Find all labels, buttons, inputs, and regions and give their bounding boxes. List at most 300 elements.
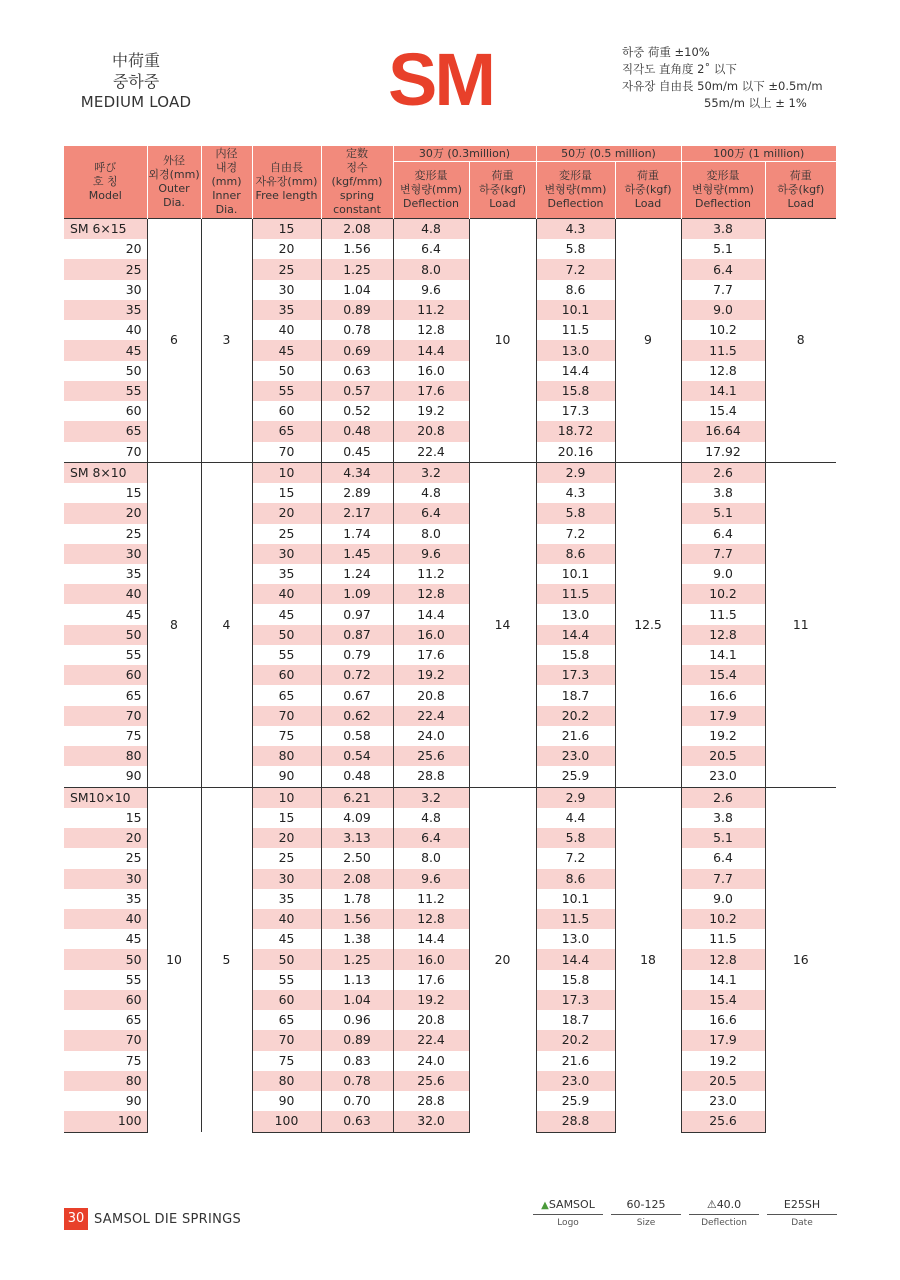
deflection-03m-cell: 14.4: [393, 340, 469, 360]
deflection-03m-cell: 9.6: [393, 869, 469, 889]
free-length-cell: 25: [252, 259, 321, 279]
free-length-cell: 20: [252, 239, 321, 259]
model-cell: 90: [64, 766, 147, 787]
model-cell: 70: [64, 706, 147, 726]
spring-constant-cell: 2.89: [321, 483, 393, 503]
model-cell: 45: [64, 604, 147, 624]
deflection-05m-cell: 4.4: [536, 808, 615, 828]
deflection-1m-cell: 6.4: [681, 524, 765, 544]
deflection-1m-cell: 10.2: [681, 584, 765, 604]
deflection-05m-cell: 4.3: [536, 219, 615, 240]
spring-constant-cell: 0.89: [321, 300, 393, 320]
model-cell: 25: [64, 524, 147, 544]
deflection-05m-cell: 11.5: [536, 584, 615, 604]
deflection-03m-cell: 11.2: [393, 300, 469, 320]
deflection-1m-cell: 6.4: [681, 259, 765, 279]
deflection-03m-cell: 17.6: [393, 970, 469, 990]
free-length-cell: 100: [252, 1111, 321, 1132]
free-length-cell: 65: [252, 421, 321, 441]
free-length-cell: 75: [252, 726, 321, 746]
spring-constant-cell: 0.78: [321, 320, 393, 340]
spring-constant-cell: 0.69: [321, 340, 393, 360]
deflection-05m-cell: 20.2: [536, 1030, 615, 1050]
deflection-03m-cell: 6.4: [393, 239, 469, 259]
deflection-05m-cell: 14.4: [536, 949, 615, 969]
deflection-03m-cell: 22.4: [393, 1030, 469, 1050]
deflection-05m-cell: 11.5: [536, 909, 615, 929]
deflection-05m-cell: 14.4: [536, 625, 615, 645]
spring-constant-cell: 0.48: [321, 421, 393, 441]
deflection-03m-cell: 8.0: [393, 259, 469, 279]
model-cell: 60: [64, 401, 147, 421]
header-load: 荷重 하중(kgf) Load: [469, 162, 536, 219]
deflection-03m-cell: 32.0: [393, 1111, 469, 1132]
deflection-05m-cell: 18.7: [536, 685, 615, 705]
spring-constant-cell: 1.78: [321, 889, 393, 909]
model-cell: SM 6×15: [64, 219, 147, 240]
deflection-1m-cell: 14.1: [681, 645, 765, 665]
deflection-05m-cell: 18.72: [536, 421, 615, 441]
model-cell: SM10×10: [64, 787, 147, 808]
deflection-05m-cell: 14.4: [536, 361, 615, 381]
deflection-1m-cell: 11.5: [681, 340, 765, 360]
spring-constant-cell: 0.62: [321, 706, 393, 726]
marking-legend: [533, 1196, 845, 1228]
model-cell: 20: [64, 828, 147, 848]
legend-deflection: ⚠40.0 Deflection: [689, 1196, 759, 1228]
free-length-cell: 90: [252, 1091, 321, 1111]
spring-constant-cell: 4.09: [321, 808, 393, 828]
model-cell: 80: [64, 1071, 147, 1091]
spring-constant-cell: 1.13: [321, 970, 393, 990]
load-class-cn: 中荷重: [111, 51, 160, 70]
model-cell: 50: [64, 361, 147, 381]
header-inner-dia: 内径 내경(mm) Inner Dia.: [201, 146, 252, 219]
model-cell: 40: [64, 584, 147, 604]
deflection-1m-cell: 6.4: [681, 848, 765, 868]
deflection-05m-cell: 10.1: [536, 300, 615, 320]
free-length-cell: 10: [252, 787, 321, 808]
deflection-05m-cell: 21.6: [536, 726, 615, 746]
deflection-03m-cell: 16.0: [393, 949, 469, 969]
spring-constant-cell: 0.97: [321, 604, 393, 624]
spring-constant-cell: 0.54: [321, 746, 393, 766]
spring-constant-cell: 0.83: [321, 1051, 393, 1071]
header-group-03m: 30万 (0.3million): [393, 146, 536, 162]
spring-constant-cell: 0.70: [321, 1091, 393, 1111]
model-cell: 75: [64, 1051, 147, 1071]
free-length-cell: 70: [252, 706, 321, 726]
deflection-1m-cell: 9.0: [681, 300, 765, 320]
spring-constant-cell: 1.09: [321, 584, 393, 604]
model-cell: 15: [64, 483, 147, 503]
deflection-1m-cell: 7.7: [681, 869, 765, 889]
free-length-cell: 35: [252, 564, 321, 584]
spring-constant-cell: 0.57: [321, 381, 393, 401]
free-length-cell: 45: [252, 340, 321, 360]
header-free-length: 自由長 자유장(mm) Free length: [252, 146, 321, 219]
free-length-cell: 40: [252, 320, 321, 340]
model-cell: 90: [64, 1091, 147, 1111]
load-class-title: [66, 50, 206, 113]
samsol-logo-icon: ▲: [541, 1200, 549, 1211]
deflection-05m-cell: 13.0: [536, 604, 615, 624]
deflection-05m-cell: 15.8: [536, 645, 615, 665]
inner-dia-cell: 3: [201, 219, 252, 463]
deflection-05m-cell: 7.2: [536, 259, 615, 279]
load-05m-cell: 9: [615, 219, 681, 463]
free-length-cell: 45: [252, 929, 321, 949]
deflection-1m-cell: 2.6: [681, 787, 765, 808]
free-length-cell: 60: [252, 401, 321, 421]
spring-constant-cell: 1.74: [321, 524, 393, 544]
free-length-cell: 40: [252, 909, 321, 929]
spec-line: 직각도 直角度 2˚ 以下: [622, 62, 737, 76]
model-cell: 40: [64, 909, 147, 929]
header-load: 荷重 하중(kgf) Load: [765, 162, 836, 219]
deflection-03m-cell: 12.8: [393, 320, 469, 340]
spring-constant-cell: 0.78: [321, 1071, 393, 1091]
model-cell: SM 8×10: [64, 462, 147, 483]
deflection-05m-cell: 18.7: [536, 1010, 615, 1030]
deflection-05m-cell: 21.6: [536, 1051, 615, 1071]
deflection-1m-cell: 5.1: [681, 503, 765, 523]
spring-constant-cell: 1.56: [321, 909, 393, 929]
deflection-05m-cell: 28.8: [536, 1111, 615, 1132]
header-deflection: 変形量 변형량(mm) Deflection: [393, 162, 469, 219]
deflection-1m-cell: 16.6: [681, 1010, 765, 1030]
deflection-03m-cell: 16.0: [393, 361, 469, 381]
model-cell: 35: [64, 300, 147, 320]
deflection-05m-cell: 17.3: [536, 990, 615, 1010]
model-cell: 65: [64, 1010, 147, 1030]
deflection-03m-cell: 24.0: [393, 726, 469, 746]
free-length-cell: 65: [252, 1010, 321, 1030]
free-length-cell: 40: [252, 584, 321, 604]
deflection-03m-cell: 11.2: [393, 889, 469, 909]
spring-constant-cell: 4.34: [321, 462, 393, 483]
outer-dia-cell: 6: [147, 219, 201, 463]
spring-constant-cell: 1.25: [321, 949, 393, 969]
spring-constant-cell: 2.17: [321, 503, 393, 523]
deflection-03m-cell: 8.0: [393, 524, 469, 544]
deflection-03m-cell: 8.0: [393, 848, 469, 868]
deflection-1m-cell: 10.2: [681, 320, 765, 340]
table-row: [64, 787, 836, 808]
deflection-03m-cell: 20.8: [393, 421, 469, 441]
spring-constant-cell: 1.45: [321, 544, 393, 564]
deflection-05m-cell: 2.9: [536, 787, 615, 808]
deflection-05m-cell: 2.9: [536, 462, 615, 483]
free-length-cell: 55: [252, 970, 321, 990]
header-load: 荷重 하중(kgf) Load: [615, 162, 681, 219]
deflection-1m-cell: 25.6: [681, 1111, 765, 1132]
deflection-03m-cell: 11.2: [393, 564, 469, 584]
deflection-05m-cell: 7.2: [536, 848, 615, 868]
model-cell: 30: [64, 280, 147, 300]
deflection-03m-cell: 3.2: [393, 462, 469, 483]
deflection-05m-cell: 5.8: [536, 503, 615, 523]
deflection-03m-cell: 16.0: [393, 625, 469, 645]
deflection-1m-cell: 3.8: [681, 808, 765, 828]
spring-constant-cell: 0.48: [321, 766, 393, 787]
model-cell: 70: [64, 442, 147, 463]
deflection-05m-cell: 7.2: [536, 524, 615, 544]
deflection-1m-cell: 15.4: [681, 401, 765, 421]
spring-constant-cell: 2.08: [321, 869, 393, 889]
spec-line: 자유장 自由長 50m/m 以下 ±0.5m/m: [622, 79, 823, 93]
model-cell: 100: [64, 1111, 147, 1132]
spring-constant-cell: 2.08: [321, 219, 393, 240]
series-logo: SM: [388, 38, 493, 121]
deflection-1m-cell: 16.6: [681, 685, 765, 705]
free-length-cell: 75: [252, 1051, 321, 1071]
spring-constant-cell: 0.96: [321, 1010, 393, 1030]
spring-constant-cell: 0.67: [321, 685, 393, 705]
model-cell: 30: [64, 869, 147, 889]
deflection-1m-cell: 12.8: [681, 949, 765, 969]
deflection-05m-cell: 17.3: [536, 401, 615, 421]
deflection-03m-cell: 4.8: [393, 808, 469, 828]
outer-dia-cell: 8: [147, 462, 201, 787]
deflection-1m-cell: 9.0: [681, 889, 765, 909]
free-length-cell: 50: [252, 949, 321, 969]
deflection-03m-cell: 6.4: [393, 828, 469, 848]
deflection-03m-cell: 25.6: [393, 1071, 469, 1091]
deflection-1m-cell: 12.8: [681, 625, 765, 645]
header-group-1m: 100万 (1 million): [681, 146, 836, 162]
model-cell: 15: [64, 808, 147, 828]
deflection-05m-cell: 13.0: [536, 340, 615, 360]
deflection-05m-cell: 11.5: [536, 320, 615, 340]
deflection-1m-cell: 14.1: [681, 970, 765, 990]
free-length-cell: 55: [252, 645, 321, 665]
deflection-1m-cell: 12.8: [681, 361, 765, 381]
free-length-cell: 15: [252, 808, 321, 828]
brand-name: SAMSOL DIE SPRINGS: [94, 1211, 242, 1227]
header-group-05m: 50万 (0.5 million): [536, 146, 681, 162]
deflection-03m-cell: 9.6: [393, 280, 469, 300]
spring-constant-cell: 1.25: [321, 259, 393, 279]
spring-constant-cell: 0.79: [321, 645, 393, 665]
deflection-05m-cell: 25.9: [536, 1091, 615, 1111]
deflection-1m-cell: 3.8: [681, 483, 765, 503]
free-length-cell: 80: [252, 1071, 321, 1091]
header-deflection: 変形量 변형량(mm) Deflection: [536, 162, 615, 219]
deflection-05m-cell: 8.6: [536, 544, 615, 564]
spring-constant-cell: 1.56: [321, 239, 393, 259]
deflection-1m-cell: 15.4: [681, 990, 765, 1010]
deflection-1m-cell: 23.0: [681, 1091, 765, 1111]
deflection-1m-cell: 2.6: [681, 462, 765, 483]
load-05m-cell: 18: [615, 787, 681, 1132]
model-cell: 45: [64, 929, 147, 949]
deflection-05m-cell: 23.0: [536, 746, 615, 766]
load-1m-cell: 8: [765, 219, 836, 463]
deflection-1m-cell: 14.1: [681, 381, 765, 401]
deflection-03m-cell: 22.4: [393, 706, 469, 726]
spring-constant-cell: 1.24: [321, 564, 393, 584]
free-length-cell: 60: [252, 665, 321, 685]
free-length-cell: 15: [252, 483, 321, 503]
deflection-03m-cell: 25.6: [393, 746, 469, 766]
header-model: 呼び 호 칭 Model: [64, 146, 147, 219]
header-deflection: 変形量 변형량(mm) Deflection: [681, 162, 765, 219]
deflection-1m-cell: 7.7: [681, 544, 765, 564]
model-cell: 50: [64, 949, 147, 969]
spring-constant-cell: 3.13: [321, 828, 393, 848]
deflection-05m-cell: 17.3: [536, 665, 615, 685]
legend-logo: ▲SAMSOL Logo: [533, 1196, 603, 1228]
deflection-1m-cell: 11.5: [681, 604, 765, 624]
header-outer-dia: 外径 외경(mm) Outer Dia.: [147, 146, 201, 219]
warning-triangle-icon: ⚠: [706, 1198, 717, 1211]
tolerance-spec: [622, 44, 823, 112]
model-cell: 30: [64, 544, 147, 564]
model-cell: 35: [64, 889, 147, 909]
deflection-03m-cell: 19.2: [393, 401, 469, 421]
deflection-1m-cell: 17.92: [681, 442, 765, 463]
free-length-cell: 65: [252, 685, 321, 705]
deflection-1m-cell: 17.9: [681, 706, 765, 726]
model-cell: 25: [64, 848, 147, 868]
legend-size: 60-125 Size: [611, 1196, 681, 1228]
model-cell: 55: [64, 645, 147, 665]
deflection-1m-cell: 19.2: [681, 1051, 765, 1071]
deflection-1m-cell: 5.1: [681, 239, 765, 259]
load-03m-cell: 10: [469, 219, 536, 463]
deflection-05m-cell: 10.1: [536, 564, 615, 584]
deflection-05m-cell: 8.6: [536, 869, 615, 889]
free-length-cell: 70: [252, 442, 321, 463]
load-05m-cell: 12.5: [615, 462, 681, 787]
deflection-05m-cell: 25.9: [536, 766, 615, 787]
deflection-03m-cell: 14.4: [393, 604, 469, 624]
free-length-cell: 10: [252, 462, 321, 483]
deflection-03m-cell: 24.0: [393, 1051, 469, 1071]
deflection-1m-cell: 3.8: [681, 219, 765, 240]
free-length-cell: 35: [252, 300, 321, 320]
model-cell: 25: [64, 259, 147, 279]
deflection-1m-cell: 20.5: [681, 746, 765, 766]
model-cell: 55: [64, 381, 147, 401]
model-cell: 60: [64, 665, 147, 685]
deflection-05m-cell: 20.16: [536, 442, 615, 463]
spring-spec-table: [64, 146, 836, 1133]
spring-constant-cell: 1.04: [321, 990, 393, 1010]
deflection-1m-cell: 10.2: [681, 909, 765, 929]
spring-constant-cell: 0.58: [321, 726, 393, 746]
free-length-cell: 30: [252, 544, 321, 564]
spring-constant-cell: 0.87: [321, 625, 393, 645]
spring-constant-cell: 0.45: [321, 442, 393, 463]
deflection-05m-cell: 20.2: [536, 706, 615, 726]
model-cell: 45: [64, 340, 147, 360]
spring-constant-cell: 1.04: [321, 280, 393, 300]
deflection-03m-cell: 4.8: [393, 219, 469, 240]
free-length-cell: 80: [252, 746, 321, 766]
free-length-cell: 90: [252, 766, 321, 787]
deflection-05m-cell: 4.3: [536, 483, 615, 503]
deflection-03m-cell: 22.4: [393, 442, 469, 463]
free-length-cell: 25: [252, 848, 321, 868]
deflection-03m-cell: 3.2: [393, 787, 469, 808]
free-length-cell: 60: [252, 990, 321, 1010]
deflection-03m-cell: 6.4: [393, 503, 469, 523]
model-cell: 35: [64, 564, 147, 584]
model-cell: 60: [64, 990, 147, 1010]
deflection-05m-cell: 15.8: [536, 970, 615, 990]
deflection-03m-cell: 12.8: [393, 909, 469, 929]
free-length-cell: 50: [252, 625, 321, 645]
deflection-1m-cell: 11.5: [681, 929, 765, 949]
free-length-cell: 15: [252, 219, 321, 240]
spring-constant-cell: 1.38: [321, 929, 393, 949]
load-class-kr: 중하중: [112, 72, 160, 91]
free-length-cell: 20: [252, 503, 321, 523]
free-length-cell: 25: [252, 524, 321, 544]
spec-line: 55m/m 以上 ± 1%: [704, 96, 807, 110]
deflection-03m-cell: 9.6: [393, 544, 469, 564]
deflection-1m-cell: 15.4: [681, 665, 765, 685]
page-footer: [64, 1208, 241, 1230]
deflection-1m-cell: 9.0: [681, 564, 765, 584]
spring-constant-cell: 0.63: [321, 1111, 393, 1132]
spring-constant-cell: 0.89: [321, 1030, 393, 1050]
table-row: [64, 462, 836, 483]
free-length-cell: 70: [252, 1030, 321, 1050]
model-cell: 50: [64, 625, 147, 645]
deflection-03m-cell: 28.8: [393, 1091, 469, 1111]
free-length-cell: 45: [252, 604, 321, 624]
model-cell: 55: [64, 970, 147, 990]
deflection-1m-cell: 19.2: [681, 726, 765, 746]
free-length-cell: 20: [252, 828, 321, 848]
deflection-1m-cell: 20.5: [681, 1071, 765, 1091]
load-1m-cell: 16: [765, 787, 836, 1132]
deflection-05m-cell: 5.8: [536, 828, 615, 848]
deflection-03m-cell: 20.8: [393, 1010, 469, 1030]
deflection-03m-cell: 20.8: [393, 685, 469, 705]
deflection-05m-cell: 8.6: [536, 280, 615, 300]
deflection-1m-cell: 17.9: [681, 1030, 765, 1050]
deflection-05m-cell: 15.8: [536, 381, 615, 401]
model-cell: 20: [64, 503, 147, 523]
spring-constant-cell: 6.21: [321, 787, 393, 808]
page-number: 30: [64, 1208, 88, 1230]
outer-dia-cell: 10: [147, 787, 201, 1132]
legend-date: E25SH Date: [767, 1196, 837, 1228]
spring-constant-cell: 0.63: [321, 361, 393, 381]
deflection-05m-cell: 23.0: [536, 1071, 615, 1091]
deflection-03m-cell: 28.8: [393, 766, 469, 787]
deflection-1m-cell: 23.0: [681, 766, 765, 787]
load-1m-cell: 11: [765, 462, 836, 787]
model-cell: 20: [64, 239, 147, 259]
deflection-03m-cell: 17.6: [393, 381, 469, 401]
free-length-cell: 30: [252, 280, 321, 300]
model-cell: 80: [64, 746, 147, 766]
free-length-cell: 30: [252, 869, 321, 889]
free-length-cell: 50: [252, 361, 321, 381]
free-length-cell: 55: [252, 381, 321, 401]
deflection-05m-cell: 10.1: [536, 889, 615, 909]
deflection-1m-cell: 16.64: [681, 421, 765, 441]
model-cell: 40: [64, 320, 147, 340]
deflection-03m-cell: 19.2: [393, 990, 469, 1010]
deflection-03m-cell: 12.8: [393, 584, 469, 604]
deflection-1m-cell: 7.7: [681, 280, 765, 300]
